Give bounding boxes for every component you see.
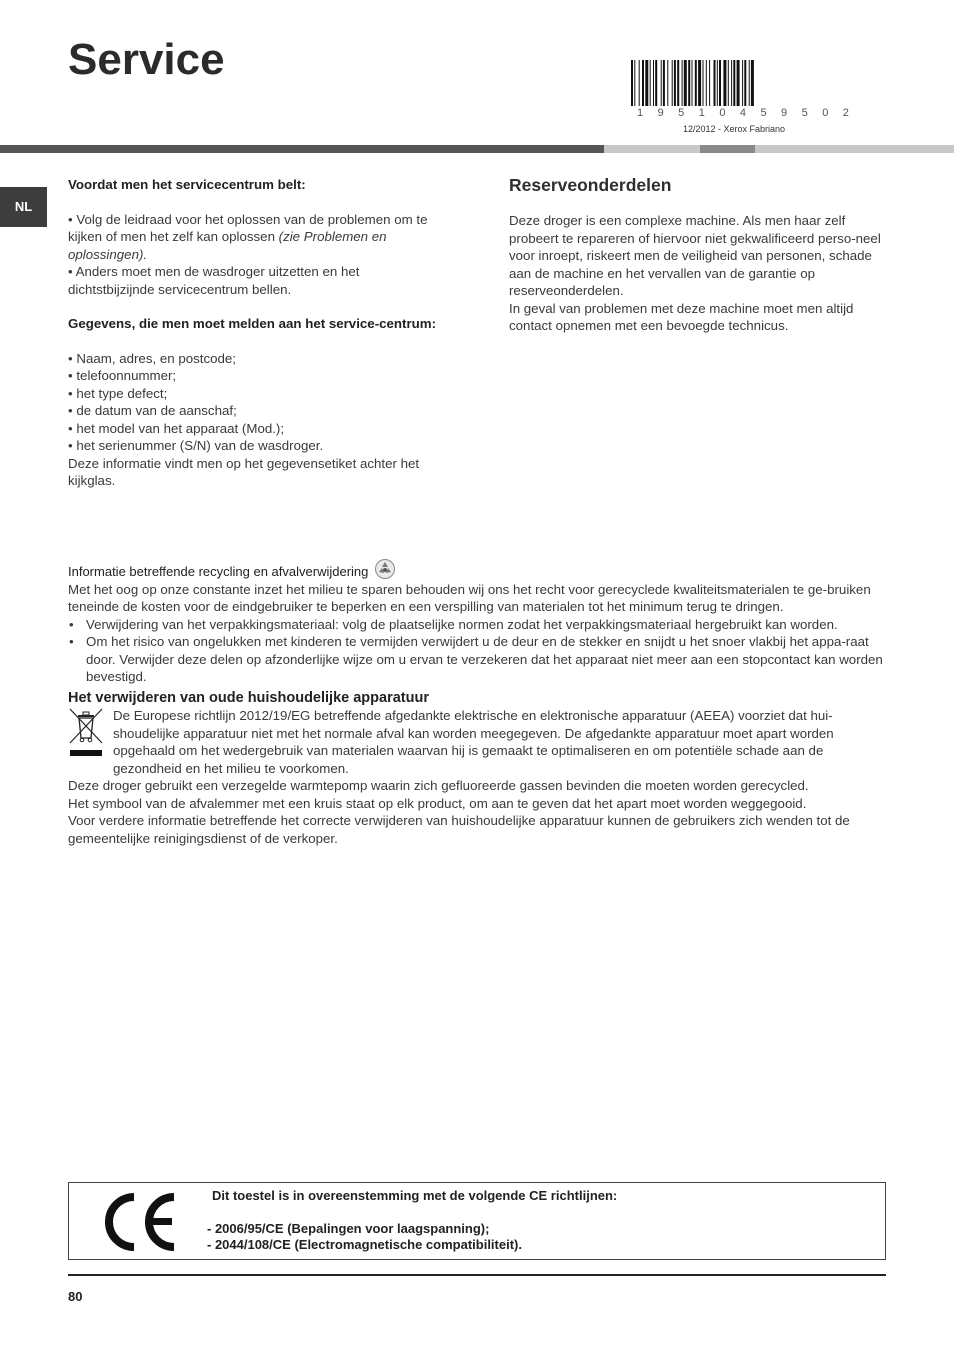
barcode-bar xyxy=(639,60,640,106)
barcode-bar xyxy=(695,60,697,106)
recycling-heading-line xyxy=(68,558,888,581)
recycle-icon xyxy=(374,558,396,580)
barcode-digit: 0 xyxy=(719,107,726,119)
weee-section xyxy=(68,689,888,847)
barcode-bar xyxy=(714,60,716,106)
header-rule-light-end xyxy=(755,145,954,153)
weee-info-text: Voor verdere informatie betreffende het correcte verwijderen van huishoudelijke apparatuur kunnen de gebruikers zich wenden tot de gemeentelijke reinigingsdienst of de verkoper. xyxy=(68,813,850,846)
barcode-bar xyxy=(698,60,701,106)
call-service-tip: • Anders moet men de wasdroger uitzetten en het dichtstbijzijnde servicecentrum bellen. xyxy=(68,264,360,297)
weee-heat-pump-text: Deze droger gebruikt een verzegelde warmtepomp waarin zich gefluoreerde gassen bevinden die moeten worden gerecycled. xyxy=(68,778,809,793)
spare-parts-text: Deze droger is een complexe machine. Als men haar zelf probeert te repareren of hiervoor niet gekwalificeerd perso-neel voor inroept, riskeert men de veiligheid van personen, schade aan de machine en het vervallen van de garantie op reserveonderdelen. xyxy=(509,213,881,298)
troubleshooting-tip-text: • Volg de leidraad voor het oplossen van de problemen om te kijken of men het zelf kan oplossen xyxy=(68,211,428,244)
page-number: 80 xyxy=(68,1289,83,1304)
barcode-bar xyxy=(692,60,693,106)
barcode-bar xyxy=(667,60,668,106)
recycling-intro: Met het oog op onze constante inzet het milieu te sparen behouden wij ons het recht voor gerecyclede kwaliteitsmaterialen te ge-bruiken teneinde de kosten voor de eindgebruiker te beperken en een verspilling van materialen tot het minimum terug te dringen. xyxy=(68,581,871,614)
barcode-digit: 0 xyxy=(822,107,829,119)
barcode-bar xyxy=(731,60,732,106)
ce-text xyxy=(207,1188,618,1254)
footer-rule xyxy=(68,1274,886,1276)
bullet-dot: • xyxy=(69,616,74,632)
list-item: • telefoonnummer; xyxy=(68,368,177,383)
barcode-bar xyxy=(653,60,654,106)
header-rule-dark xyxy=(0,145,604,153)
barcode-bar xyxy=(742,60,743,106)
barcode-bar xyxy=(709,60,710,106)
spare-parts-heading: Reserveonderdelen xyxy=(509,175,672,195)
bullet-dot: • xyxy=(69,634,74,649)
crossed-bin-icon xyxy=(68,707,104,759)
barcode xyxy=(631,60,855,106)
ce-directive: - 2044/108/CE (Electromagnetische compatibiliteit). xyxy=(207,1237,522,1252)
ce-heading: Dit toestel is in overeenstemming met de volgende CE richtlijnen: xyxy=(212,1188,618,1203)
print-info: 12/2012 - Xerox Fabriano xyxy=(683,124,786,134)
barcode-bar xyxy=(733,60,735,106)
header-rule-mid xyxy=(700,145,755,153)
barcode-bar xyxy=(677,60,679,106)
barcode-bar xyxy=(663,60,665,106)
barcode-bar xyxy=(661,60,662,106)
page-title: Service xyxy=(68,35,225,84)
ce-mark-icon xyxy=(100,1193,180,1251)
barcode-bar xyxy=(672,60,673,106)
list-item xyxy=(68,633,888,686)
troubleshooting-reference: (zie Problemen en oplossingen). xyxy=(68,229,387,262)
barcode-bar xyxy=(719,60,721,106)
barcode-digit: 5 xyxy=(760,107,767,119)
barcode-digit: 9 xyxy=(657,107,664,119)
barcode-bar xyxy=(645,60,648,106)
barcode-bar xyxy=(737,60,740,106)
language-tab: NL xyxy=(0,187,47,227)
barcode-bar xyxy=(631,60,633,106)
barcode-bar xyxy=(682,60,683,106)
barcode-bar xyxy=(655,60,657,106)
header-rule-light xyxy=(604,145,700,153)
before-calling-heading: Voordat men het servicecentrum belt: xyxy=(68,177,306,192)
spare-parts-contact: In geval van problemen met deze machine moet men altijd contact opnemen met een bevoegde technicus. xyxy=(509,300,854,333)
weee-directive-text: De Europese richtlijn 2012/19/EG betreffende afgedankte elektrische en elektronische apparatuur (AEEA) voorziet dat hui-shoudelijke apparatuur niet met het normale afval kan worden meegegeven. De afgedankte apparatuur moet apart worden opgehaald om het wedergebruik van materialen waarvan hij is gemaakt te optimaliseren en om potentiële schade aan de gezondheid en het milieu te voorkomen. xyxy=(113,708,834,776)
barcode-bar xyxy=(674,60,676,106)
weee-symbol-text: Het symbool van de afvalemmer met een kruis staat op elk product, om aan te geven dat het apart moet worden weggegooid. xyxy=(68,795,807,811)
barcode-bar xyxy=(717,60,718,106)
barcode-bar xyxy=(751,60,754,106)
barcode-digit: 2 xyxy=(842,107,849,119)
barcode-bar xyxy=(650,60,651,106)
barcode-digit: 9 xyxy=(781,107,788,119)
list-item: • het serienummer (S/N) van de wasdroger. xyxy=(68,438,324,453)
weee-heading: Het verwijderen van oude huishoudelijke apparatuur xyxy=(68,690,429,706)
barcode-bar xyxy=(744,60,746,106)
ce-compliance-box xyxy=(68,1182,886,1260)
list-item xyxy=(68,616,888,634)
troubleshooting-tip xyxy=(68,211,448,264)
list-item: • de datum van de aanschaf; xyxy=(68,403,237,418)
spare-parts-section xyxy=(509,174,889,335)
list-item: • het model van het apparaat (Mod.); xyxy=(68,420,285,436)
barcode-digits xyxy=(631,107,855,119)
barcode-bar xyxy=(749,60,750,106)
recycling-heading: Informatie betreffende recycling en afvalverwijdering xyxy=(68,564,369,579)
barcode-bar xyxy=(703,60,704,106)
bullet-text: Om het risico van ongelukken met kinderen te vermijden verwijdert u de deur en de stekker en snijdt u het snoer vlakbij het appa-raat door. Verwijder deze delen op afzonderlijke wijze om u ervan te verzekeren dat het apparaat niet meer aan een stopcontact kan worden bevestigd. xyxy=(86,634,883,684)
required-data-heading: Gegevens, die men moet melden aan het service-centrum: xyxy=(68,316,437,331)
barcode-bar xyxy=(706,60,707,106)
barcode-digit: 5 xyxy=(801,107,808,119)
barcode-bar xyxy=(634,60,635,106)
barcode-digit: 1 xyxy=(637,107,644,119)
data-label-location: Deze informatie vindt men op het gegevensetiket achter het kijkglas. xyxy=(68,455,420,488)
barcode-bar xyxy=(642,60,644,106)
ce-directive: - 2006/95/CE (Bepalingen voor laagspanning); xyxy=(207,1220,490,1236)
bullet-text: Verwijdering van het verpakkingsmateriaal: volg de plaatselijke normen zodat het verpakkingsmateriaal hergebruikt kan worden. xyxy=(86,616,838,632)
barcode-bar xyxy=(688,60,690,106)
barcode-bar xyxy=(723,60,726,106)
list-item: • het type defect; xyxy=(68,385,168,401)
barcode-digit: 5 xyxy=(678,107,685,119)
barcode-bar xyxy=(728,60,729,106)
recycling-section xyxy=(68,558,888,686)
barcode-digit: 1 xyxy=(698,107,705,119)
barcode-bar xyxy=(684,60,687,106)
list-item: • Naam, adres, en postcode; xyxy=(68,350,237,366)
service-call-section xyxy=(68,176,448,490)
barcode-digit: 4 xyxy=(739,107,747,119)
